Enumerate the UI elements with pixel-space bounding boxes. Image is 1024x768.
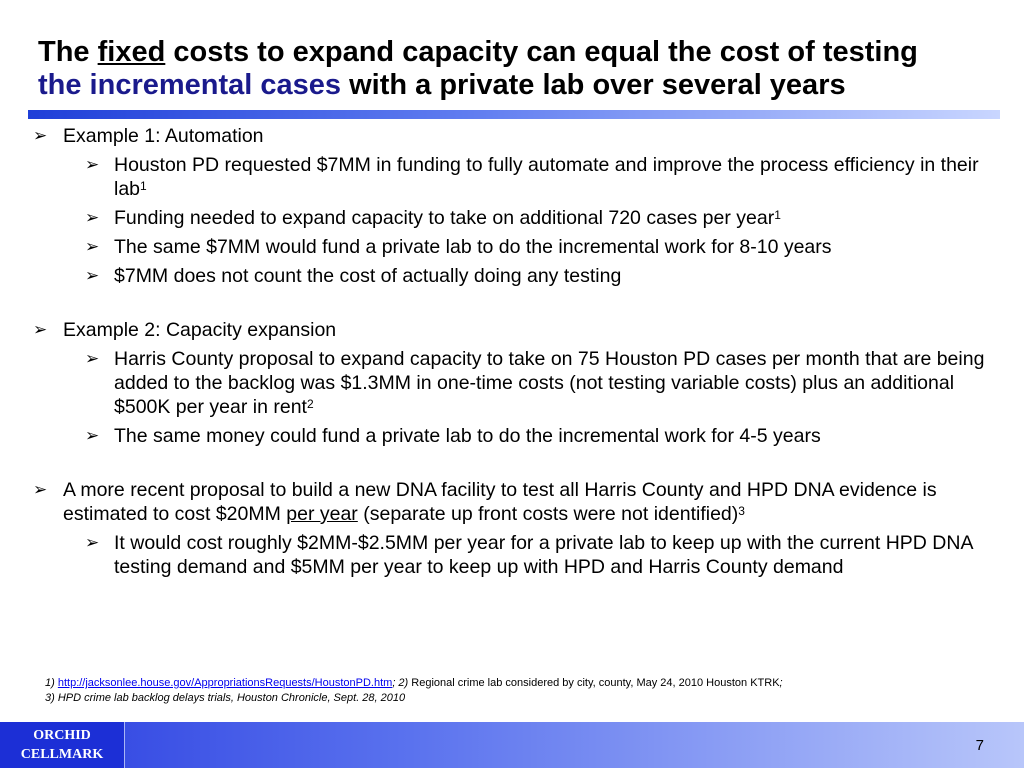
footnotes: [45, 676, 1005, 706]
bullet-level2: [0, 264, 994, 288]
title-incremental-highlight: the incremental cases: [38, 69, 342, 101]
arrow-bullet-icon: ➢: [85, 266, 100, 285]
arrow-bullet-icon: ➢: [85, 237, 100, 256]
arrow-bullet-icon: ➢: [33, 480, 48, 499]
title-divider: [28, 110, 1000, 119]
bullet-text: (separate up front costs were not identified): [357, 503, 739, 525]
bullet-text: Example 1: Automation: [63, 125, 264, 147]
footnote-separator: ; 2): [392, 677, 412, 689]
orchid-cellmark-logo: [0, 722, 125, 768]
bullet-text: Funding needed to expand capacity to take on additional 720 cases per year: [114, 207, 775, 229]
bullet-level2: [0, 153, 994, 201]
title-text: The: [38, 36, 98, 68]
title-text: costs to expand capacity can equal the cost of testing: [165, 36, 918, 68]
arrow-bullet-icon: ➢: [33, 320, 48, 339]
title-text: with a private lab over several years: [341, 69, 846, 101]
bullet-level1: [0, 124, 994, 148]
bullet-text: A more recent proposal to build a new DNA facility to test all Harris County and HPD DNA evidence is estimated to cost $20MM: [63, 479, 937, 525]
bullet-text: Houston PD requested $7MM in funding to fully automate and improve the process efficiency in their lab: [114, 154, 979, 200]
arrow-bullet-icon: ➢: [85, 208, 100, 227]
logo-line: ORCHID: [33, 728, 91, 743]
bullet-level1: [0, 478, 994, 526]
arrow-bullet-icon: ➢: [85, 426, 100, 445]
bullet-text: The same money could fund a private lab to do the incremental work for 4-5 years: [114, 425, 821, 447]
bullet-level2: [0, 206, 994, 230]
footnote-ref: 1: [140, 179, 147, 193]
footnote-text: 3) HPD crime lab backlog delays trials, Houston Chronicle, Sept. 28, 2010: [45, 692, 406, 704]
title-fixed-underlined: fixed: [97, 36, 166, 68]
footnote-link[interactable]: http://jacksonlee.house.gov/AppropriationsRequests/HoustonPD.htm: [57, 677, 393, 689]
arrow-bullet-icon: ➢: [85, 155, 100, 174]
per-year-underlined: per year: [286, 503, 358, 525]
bullet-level2: [0, 235, 994, 259]
arrow-bullet-icon: ➢: [85, 533, 100, 552]
footnote-text: Regional crime lab considered by city, county, May 24, 2010 Houston KTRK: [411, 677, 780, 689]
bullet-level1: [0, 318, 994, 342]
footnote-ref: 2: [306, 397, 314, 411]
footnote-number: 1): [45, 677, 58, 689]
page-number: 7: [975, 737, 984, 754]
arrow-bullet-icon: ➢: [85, 349, 100, 368]
bullet-level2: [0, 424, 994, 448]
bullet-text: The same $7MM would fund a private lab to do the incremental work for 8-10 years: [114, 236, 832, 258]
logo-line: CELLMARK: [20, 747, 104, 762]
bullet-text: It would cost roughly $2MM-$2.5MM per year for a private lab to keep up with the current HPD DNA testing demand and $5MM per year to keep up with HPD and Harris County demand: [114, 532, 973, 578]
arrow-bullet-icon: ➢: [33, 126, 48, 145]
footnote-ref: 1: [774, 208, 781, 222]
bullet-level2: [0, 347, 994, 419]
footer-bar: [0, 722, 1024, 768]
bullet-text: Harris County proposal to expand capacity to take on 75 Houston PD cases per month that are being added to the backlog was $1.3MM in one-time costs (not testing variable costs) plus an additional $500K per year in rent: [114, 348, 985, 418]
slide-title: [38, 36, 1008, 102]
bullet-text: Example 2: Capacity expansion: [63, 319, 337, 341]
footnote-ref: 3: [738, 504, 745, 518]
bullet-list: [0, 124, 1024, 579]
bullet-text: $7MM does not count the cost of actually doing any testing: [114, 265, 622, 287]
bullet-level2: [0, 531, 994, 579]
footnote-separator: ;: [779, 677, 783, 689]
